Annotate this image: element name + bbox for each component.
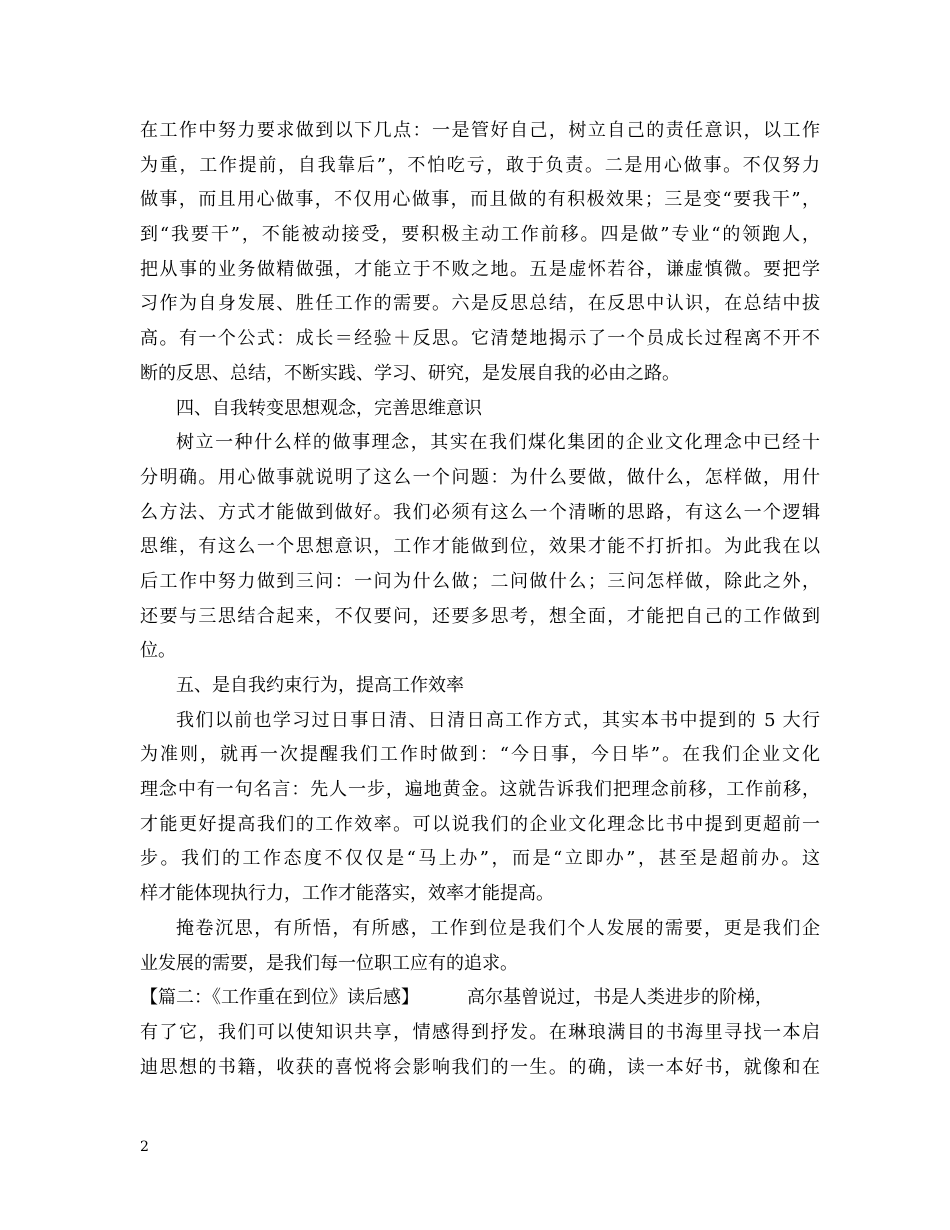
body-line: 我们以前也学习过日事日清、日清日高工作方式，其实本书中提到的 5 大行: [176, 709, 820, 731]
body-line: 迪思想的书籍，收获的喜悦将会影响我们的一生。的确，读一本好书，就像和在: [140, 1056, 820, 1078]
body-line: 样才能体现执行力，工作才能落实，效率才能提高。: [140, 883, 554, 905]
body-line: 做事，而且用心做事，不仅用心做事，而且做的有积极效果；三是变“要我干”，: [140, 189, 820, 211]
body-line: 树立一种什么样的做事理念，其实在我们煤化集团的企业文化理念中已经十: [176, 432, 820, 454]
body-line: 么方法、方式才能做到做好。我们必须有这么一个清晰的思路，有这么一个逻辑: [140, 501, 820, 523]
body-line: 习作为自身发展、胜任工作的需要。六是反思总结，在反思中认识，在总结中拔: [140, 293, 820, 315]
body-line: 步。我们的工作态度不仅仅是“马上办”，而是“立即办”，甚至是超前办。这: [140, 848, 820, 870]
body-line: 到“我要干”，不能被动接受，要积极主动工作前移。四是做”专业“的领跑人，: [140, 224, 820, 246]
document-body: [140, 114, 820, 1085]
body-line: 理念中有一句名言：先人一步，遍地黄金。这就告诉我们把理念前移，工作前移，: [140, 779, 820, 801]
body-line: 思维，有这么一个思想意识，工作才能做到位，效果才能不打折扣。为此我在以: [140, 536, 820, 558]
body-line: 才能更好提高我们的工作效率。可以说我们的企业文化理念比书中提到更超前一: [140, 813, 820, 835]
body-line: 断的反思、总结，不断实践、学习、研究，是发展自我的必由之路。: [140, 362, 680, 384]
chapter-opening-text: 高尔基曾说过，书是人类进步的阶梯，: [467, 987, 773, 1009]
chapter-title-line: [140, 981, 820, 1016]
body-line: 位。: [140, 640, 176, 662]
body-line: 后工作中努力做到三问：一问为什么做；二问做什么；三问怎样做，除此之外，: [140, 570, 820, 592]
section-heading: 四、自我转变思想观念，完善思维意识: [176, 397, 482, 419]
section-heading: 五、是自我约束行为，提高工作效率: [176, 675, 464, 696]
body-line: 业发展的需要，是我们每一位职工应有的追求。: [140, 952, 518, 974]
body-line: 分明确。用心做事就说明了这么一个问题：为什么要做，做什么，怎样做，用什: [140, 466, 820, 488]
body-line: 掩卷沉思，有所悟，有所感，工作到位是我们个人发展的需要，更是我们企: [176, 917, 820, 939]
body-line: 有了它，我们可以使知识共享，情感得到抒发。在琳琅满目的书海里寻找一本启: [140, 1021, 820, 1043]
body-line: 还要与三思结合起来，不仅要问，还要多思考，想全面，才能把自己的工作做到: [140, 605, 820, 627]
body-line: 为重，工作提前，自我靠后”，不怕吃亏，敢于负责。二是用心做事。不仅努力: [140, 154, 820, 176]
body-line: 高。有一个公式：成长＝经验＋反思。它清楚地揭示了一个员成长过程离不开不: [140, 328, 820, 350]
body-line: 把从事的业务做精做强，才能立于不败之地。五是虚怀若谷，谦虚慎微。要把学: [140, 258, 820, 280]
body-line: 在工作中努力要求做到以下几点：一是管好自己，树立自己的责任意识，以工作: [140, 120, 820, 141]
body-line: 为准则，就再一次提醒我们工作时做到：“今日事，今日毕”。在我们企业文化: [140, 744, 820, 766]
page-number: 2: [140, 1139, 149, 1155]
chapter-title: 【篇二：《工作重在到位》读后感】: [140, 987, 419, 1009]
